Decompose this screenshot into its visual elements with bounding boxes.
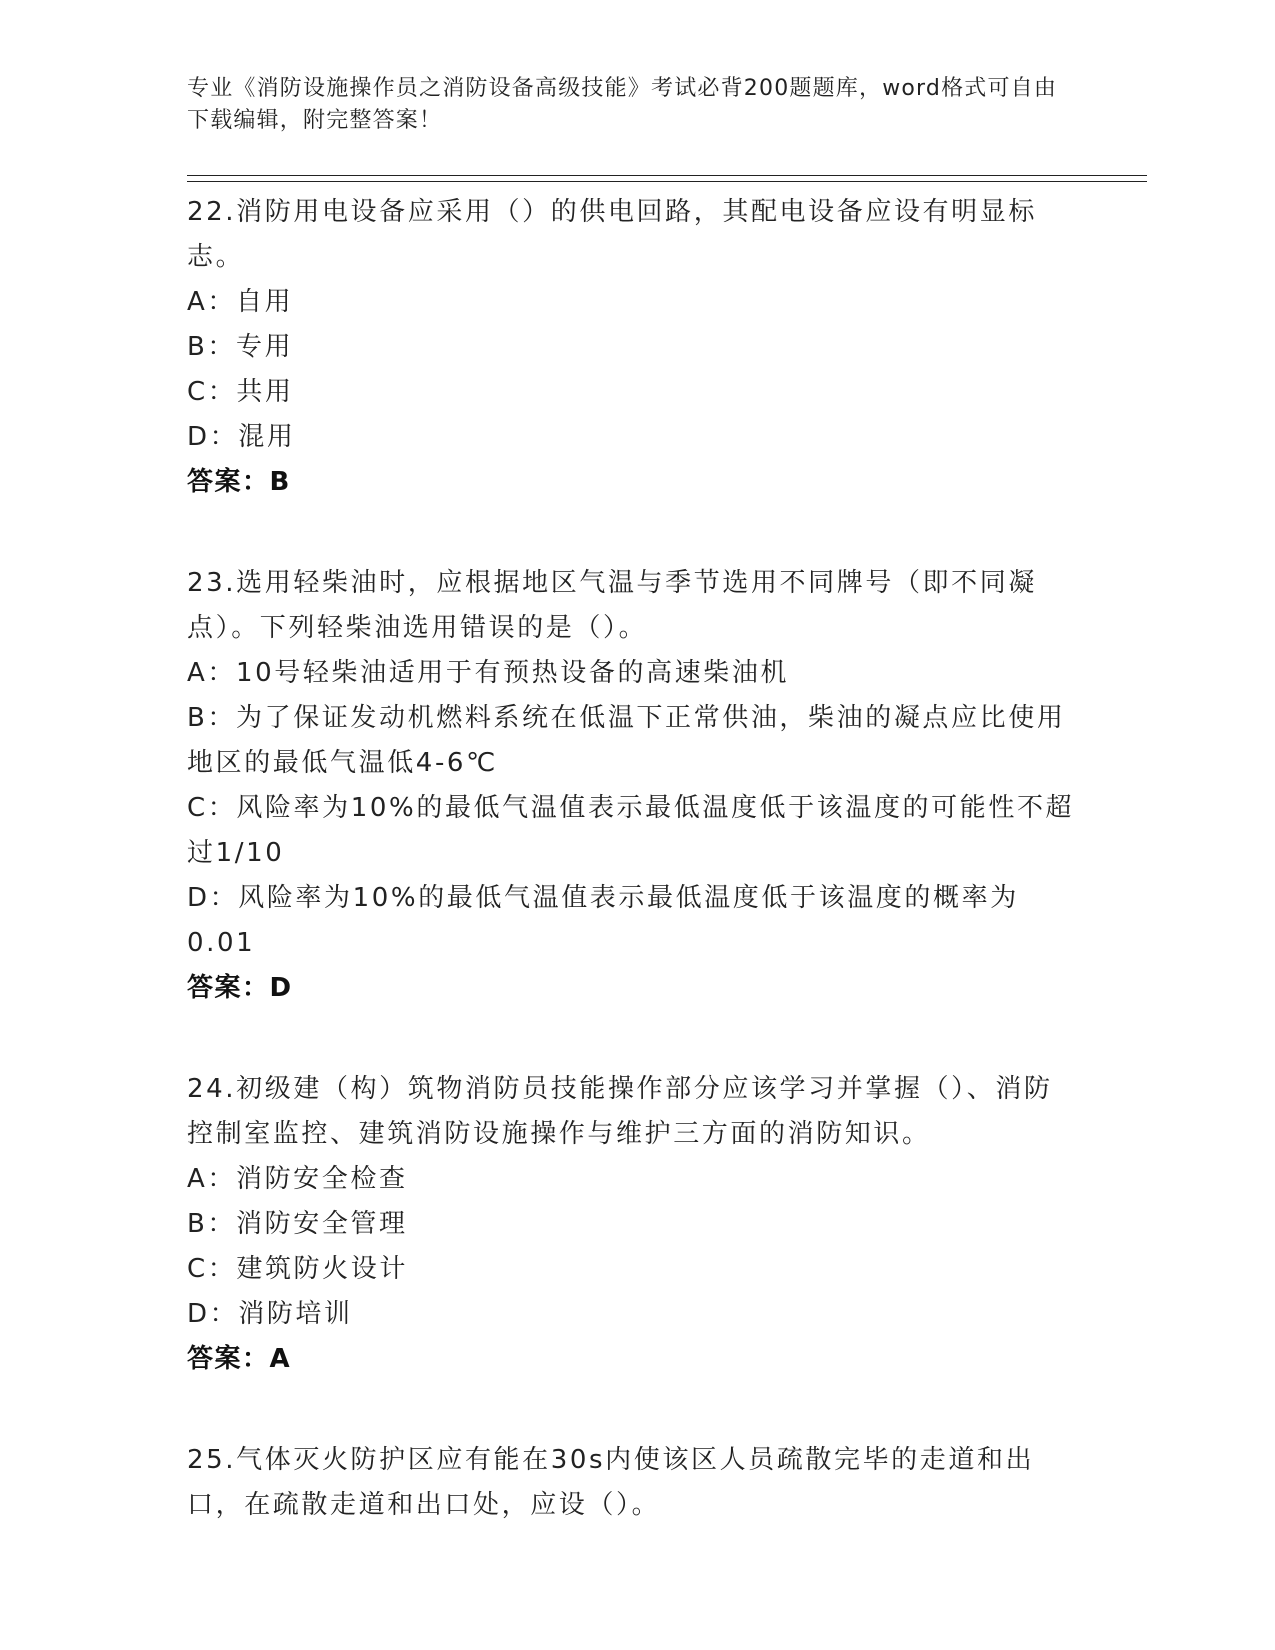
question-stem: 22.消防用电设备应采用（）的供电回路，其配电设备应设有明显标志。 xyxy=(187,197,1037,272)
option-b: B：专用 xyxy=(187,332,294,362)
question-23 xyxy=(187,561,1077,1011)
question-stem: 23.选用轻柴油时，应根据地区气温与季节选用不同牌号（即不同凝点）。下列轻柴油选用错误的是（）。 xyxy=(187,568,1037,643)
header-divider-top xyxy=(187,175,1147,176)
option-c: C：风险率为10%的最低气温值表示最低温度低于该温度的可能性不超过1/10 xyxy=(187,793,1075,868)
option-a: A：自用 xyxy=(187,287,294,317)
answer-line: 答案：A xyxy=(187,1344,292,1374)
answer-line: 答案：D xyxy=(187,973,293,1003)
option-b: B：为了保证发动机燃料系统在低温下正常供油，柴油的凝点应比使用地区的最低气温低4-6℃ xyxy=(187,703,1066,778)
option-d: D：消防培训 xyxy=(187,1299,353,1329)
question-stem: 24.初级建（构）筑物消防员技能操作部分应该学习并掌握（）、消防控制室监控、建筑消防设施操作与维护三方面的消防知识。 xyxy=(187,1074,1053,1149)
option-d: D：混用 xyxy=(187,422,296,452)
question-list xyxy=(187,190,1077,1584)
option-b: B：消防安全管理 xyxy=(187,1209,408,1239)
option-a: A：消防安全检查 xyxy=(187,1164,408,1194)
document-header: 专业《消防设施操作员之消防设备高级技能》考试必背200题题库，word格式可自由下载编辑，附完整答案！ xyxy=(187,76,1058,133)
answer-line: 答案：B xyxy=(187,467,291,497)
question-25 xyxy=(187,1438,1077,1528)
option-c: C：共用 xyxy=(187,377,294,407)
option-c: C：建筑防火设计 xyxy=(187,1254,408,1284)
header-divider-bottom xyxy=(187,181,1147,182)
question-24 xyxy=(187,1067,1077,1382)
option-d: D：风险率为10%的最低气温值表示最低温度低于该温度的概率为0.01 xyxy=(187,883,1019,958)
question-stem: 25.气体灭火防护区应有能在30s内使该区人员疏散完毕的走道和出口，在疏散走道和出口处，应设（）。 xyxy=(187,1445,1035,1520)
option-a: A：10号轻柴油适用于有预热设备的高速柴油机 xyxy=(187,658,790,688)
question-22 xyxy=(187,190,1077,505)
